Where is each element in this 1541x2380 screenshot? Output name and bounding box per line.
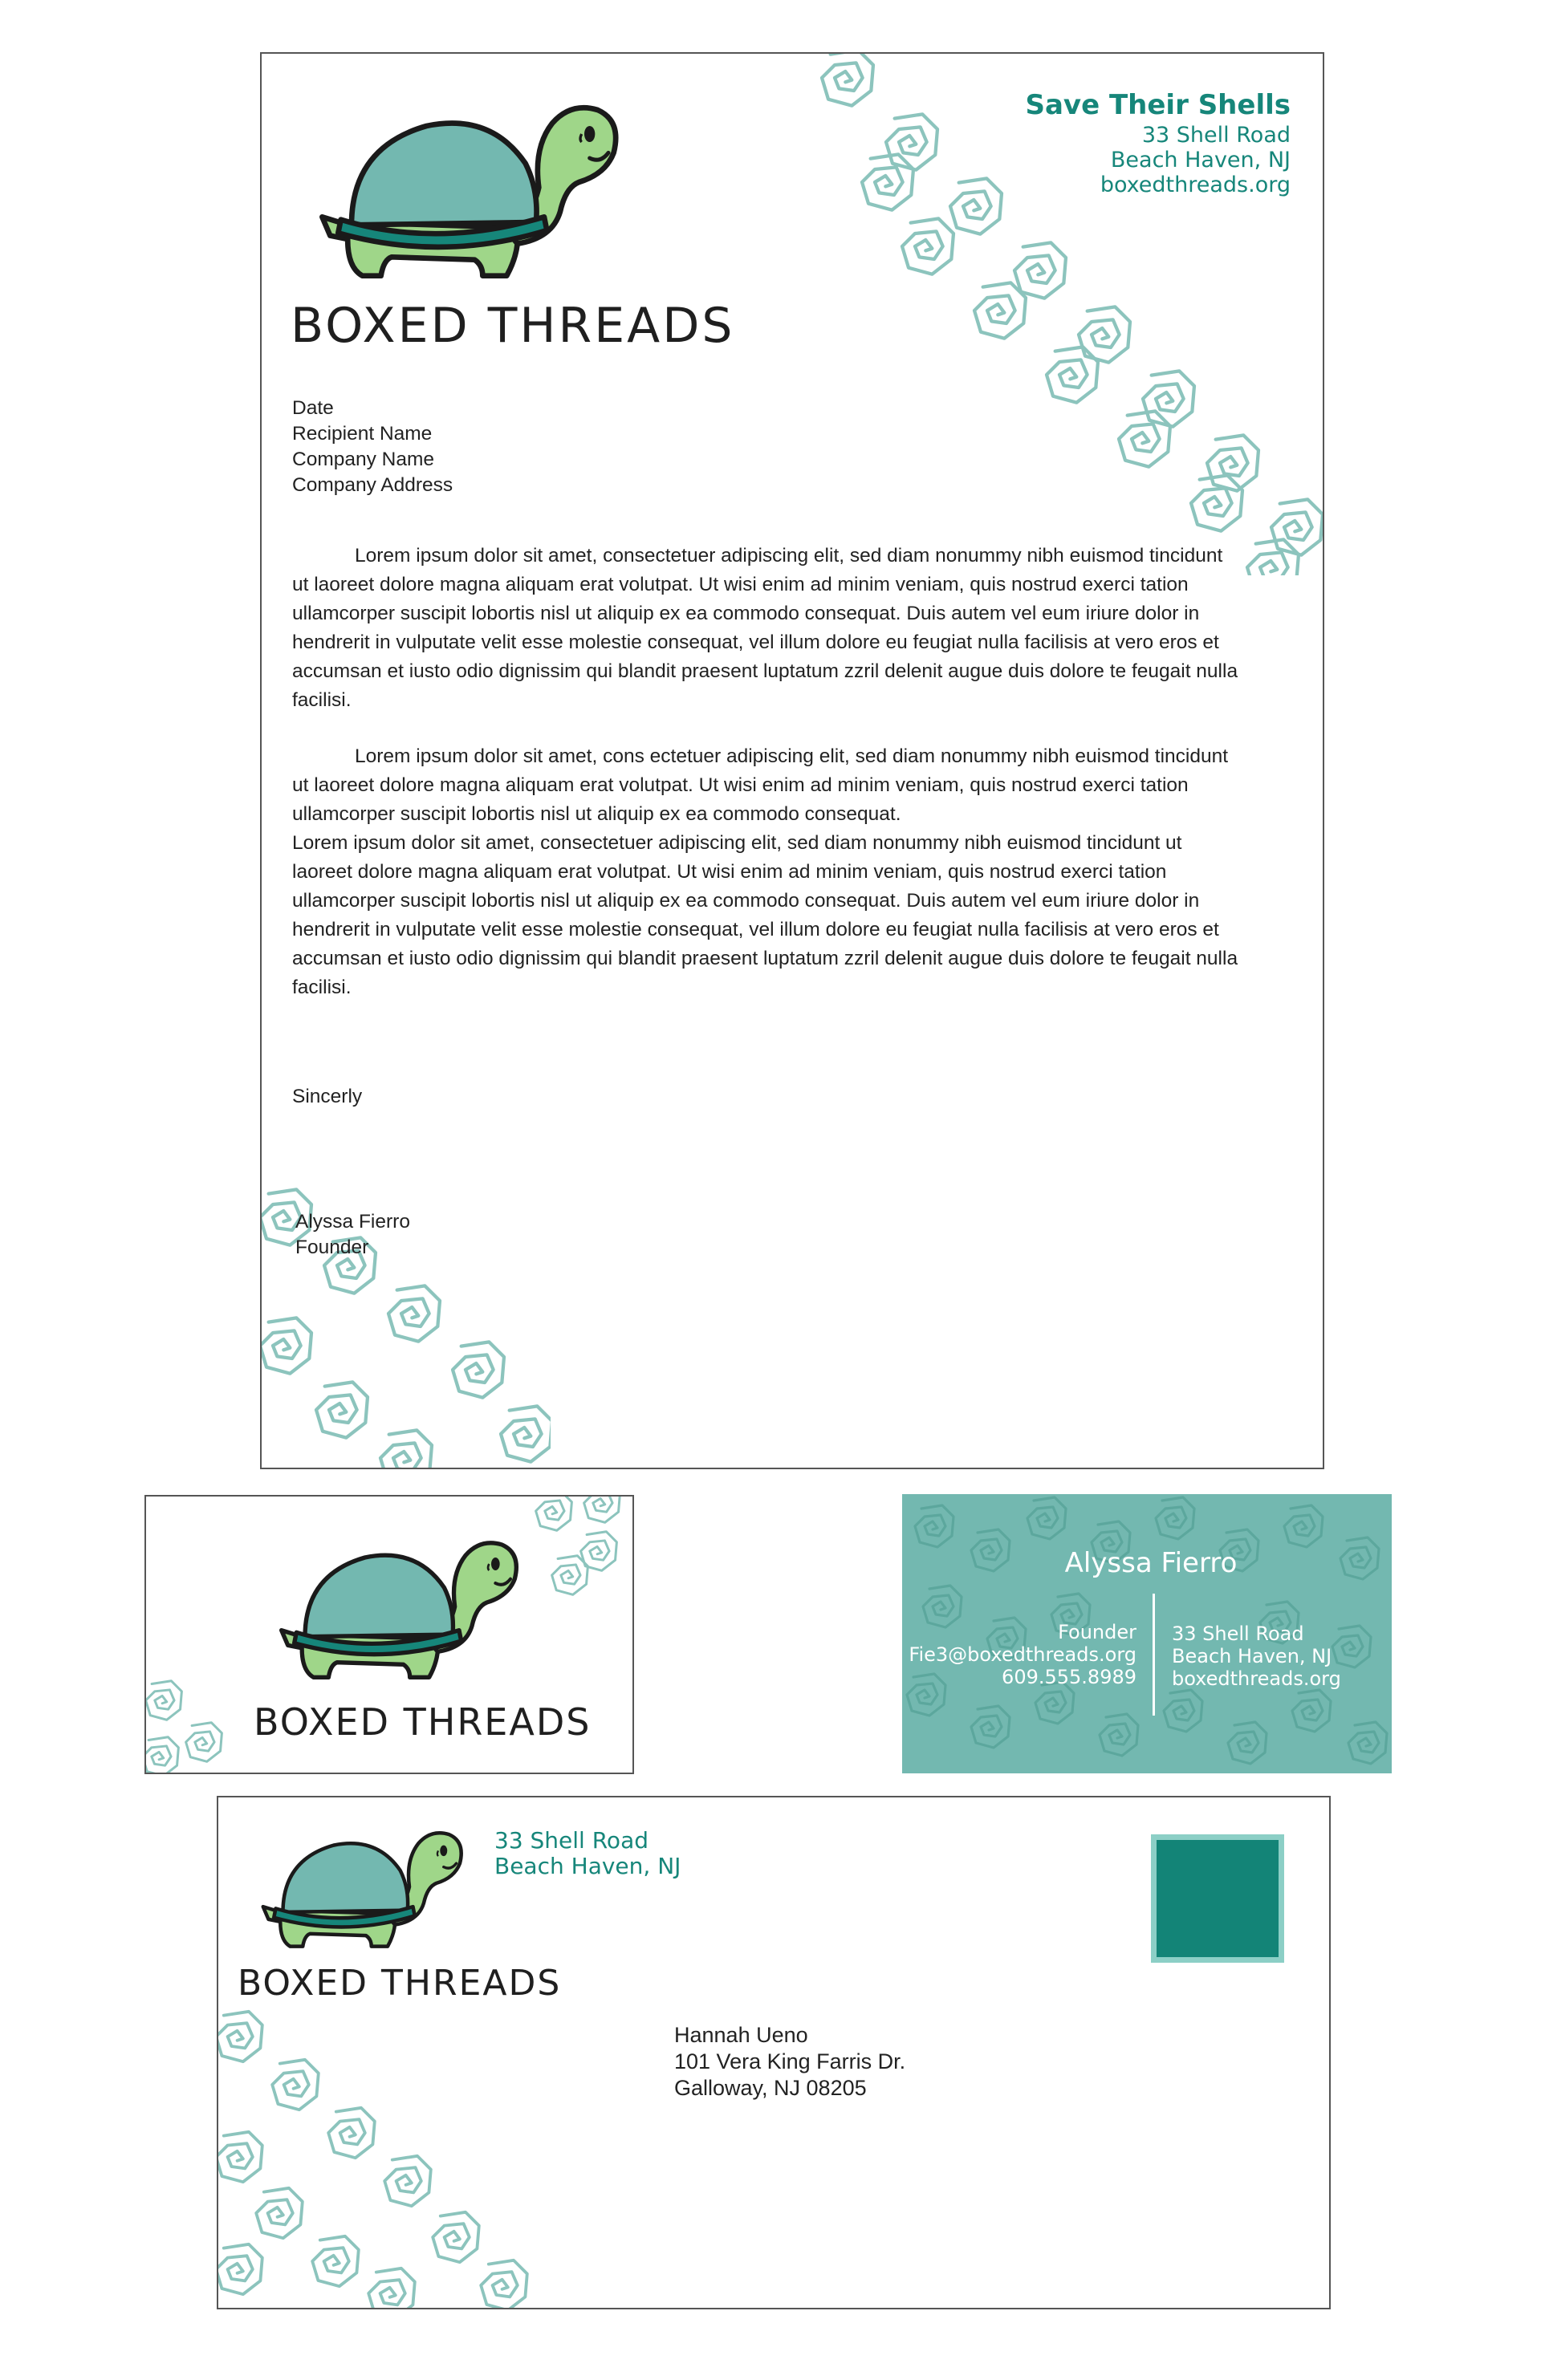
card-address-1: 33 Shell Road <box>1172 1623 1304 1645</box>
recipient-name-line: Recipient Name <box>292 423 433 445</box>
turtle-logo <box>303 94 624 294</box>
signer-name: Alyssa Fierro <box>295 1211 410 1233</box>
card-email: Fie3@boxedthreads.org <box>909 1643 1136 1666</box>
letterhead-contact <box>1025 87 1291 197</box>
letterhead-sheet <box>260 52 1324 1469</box>
closing: Sincerly <box>292 1086 363 1107</box>
card-name: Alyssa Fierro <box>1064 1547 1238 1579</box>
signer-title: Founder <box>295 1237 369 1258</box>
company-name-line: Company Name <box>292 449 435 470</box>
pattern-card-top-right <box>531 1497 634 1617</box>
card-address-2: Beach Haven, NJ <box>1172 1645 1332 1667</box>
turtle-logo <box>250 1823 467 1960</box>
return-address <box>494 1828 681 1879</box>
card-right-column <box>1172 1623 1341 1690</box>
brand-wordmark: BOXED THREADS <box>254 1700 592 1744</box>
business-card-back <box>902 1494 1392 1773</box>
address-line-1: 33 Shell Road <box>1141 123 1291 148</box>
card-phone: 609.555.8989 <box>1002 1666 1136 1688</box>
tagline: Save Their Shells <box>1025 89 1291 121</box>
turtle-logo <box>266 1532 523 1692</box>
brand-wordmark: BOXED THREADS <box>291 298 735 354</box>
address-line-2: Beach Haven, NJ <box>1110 148 1291 173</box>
business-card-front <box>144 1495 634 1774</box>
pattern-envelope <box>218 2008 555 2309</box>
body-paragraph-1: Lorem ipsum dolor sit amet, consectetuer adipiscing elit, sed diam nonummy nibh euismod tincidunt ut laoreet dolore magna aliquam erat volutpat. Ut wisi enim ad minim veniam, quis nostrud exerci tation ullamcorper suscipit lobortis nisl ut aliquip ex ea commodo consequat. Duis autem vel eum iriure dolor in hendrerit in vulputate velit esse molestie consequat, vel illum dolore eu feugiat nulla facilisis at vero eros et accumsan et iusto odio dignissim qui blandit praesent luptatum zzril delenit augue duis dolore te feugait nulla facilisi. <box>292 545 1238 711</box>
pattern-card-bottom-left <box>146 1678 250 1774</box>
recipient-address <box>674 2022 905 2102</box>
return-address-line-2: Beach Haven, NJ <box>494 1853 681 1879</box>
date-line: Date <box>292 397 334 419</box>
website: boxedthreads.org <box>1100 173 1291 197</box>
body-paragraph-2: Lorem ipsum dolor sit amet, cons ectetuer adipiscing elit, sed diam nonummy nibh euismod tincidunt ut laoreet dolore magna aliquam erat volutpat. Ut wisi enim ad minim veniam, quis nostrud exerci tation ullamcorper suscipit lobortis nisl ut aliquip ex ea commodo consequat. <box>292 745 1229 825</box>
recipient-block <box>292 396 453 498</box>
postage-stamp <box>1151 1834 1284 1963</box>
card-left-column <box>909 1621 1136 1688</box>
recipient-name: Hannah Ueno <box>674 2023 808 2047</box>
spiral-decoration <box>146 1681 222 1774</box>
company-address-line: Company Address <box>292 474 453 496</box>
body-paragraph-3: Lorem ipsum dolor sit amet, consectetuer adipiscing elit, sed diam nonummy nibh euismod tincidunt ut laoreet dolore magna aliquam erat volutpat. Ut wisi enim ad minim veniam, quis nostrud exerci tation ullamcorper suscipit lobortis nisl ut aliquip ex ea commodo consequat. Duis autem vel eum iriure dolor in hendrerit in vulputate velit esse molestie consequat, vel illum dolore eu feugiat nulla facilisis at vero eros et accumsan et iusto odio dignissim qui blandit praesent luptatum zzril delenit augue duis dolore te feugait nulla facilisi. <box>292 832 1238 998</box>
card-website: boxedthreads.org <box>1172 1667 1341 1690</box>
card-title: Founder <box>1058 1621 1136 1643</box>
return-address-line-1: 33 Shell Road <box>494 1827 649 1854</box>
envelope <box>217 1796 1331 2309</box>
card-divider <box>1153 1594 1155 1716</box>
recipient-street: 101 Vera King Farris Dr. <box>674 2049 906 2073</box>
spiral-decoration <box>218 2012 527 2309</box>
recipient-city: Galloway, NJ 08205 <box>674 2076 867 2100</box>
spiral-decoration <box>536 1497 620 1594</box>
brand-wordmark: BOXED THREADS <box>238 1963 562 2004</box>
